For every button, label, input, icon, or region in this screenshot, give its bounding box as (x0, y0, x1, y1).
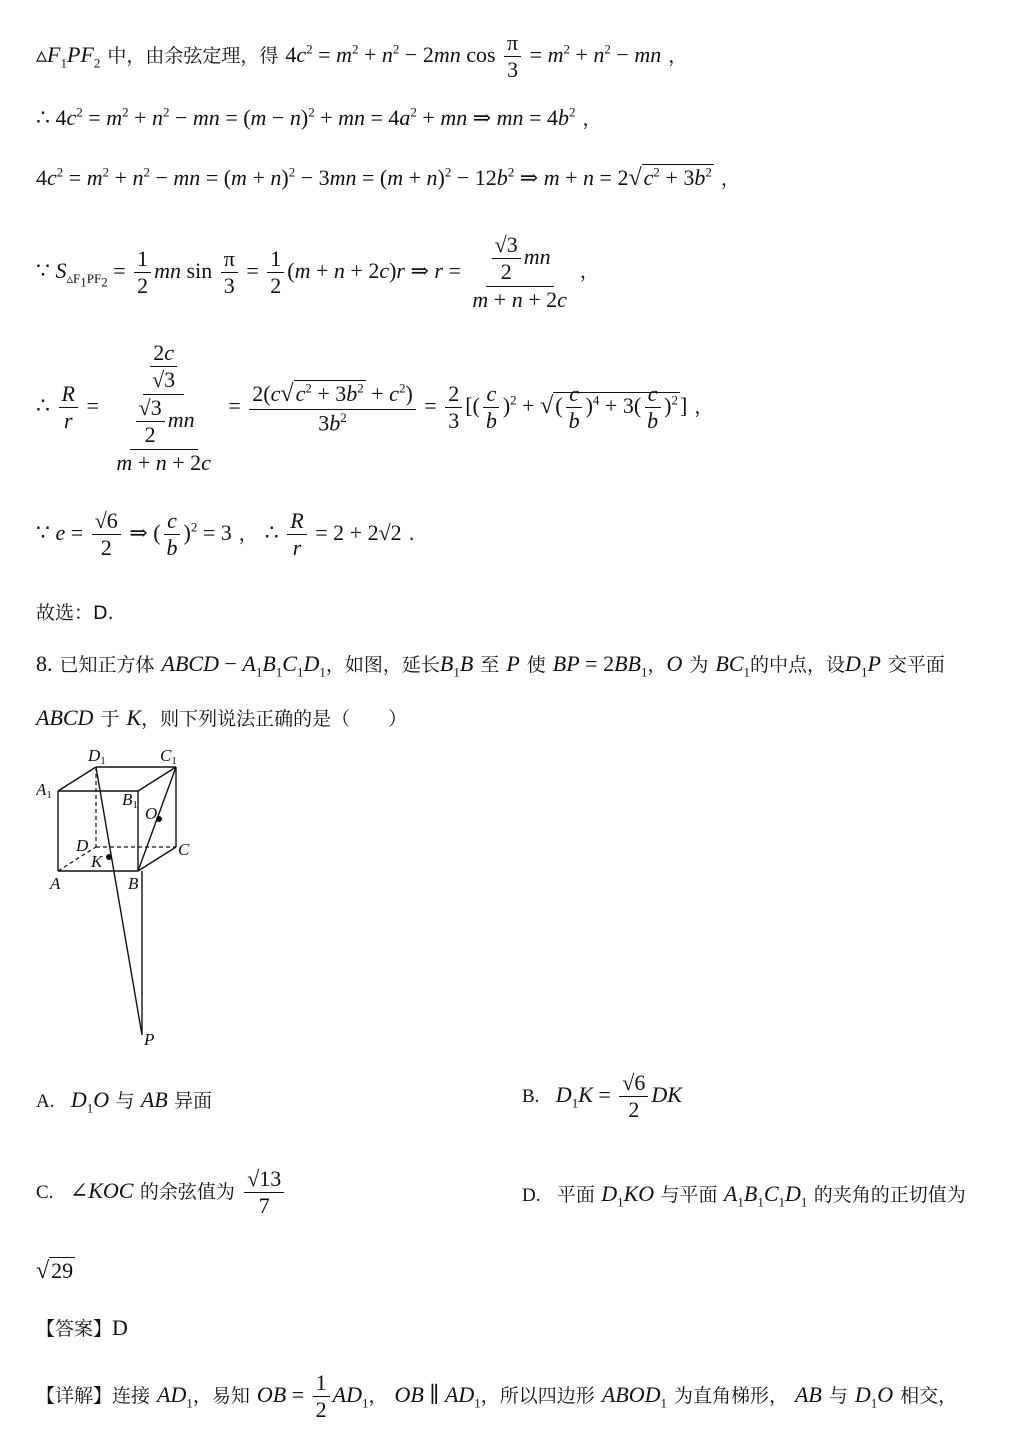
option-d-text: 的夹角的正切值为 (813, 1184, 966, 1206)
cube-figure (36, 745, 236, 1055)
derivation-line-2: ∴ $4c^2 = m^2 + n^2$ − mn = $(m - n)^2$ + mn = $4a^2$ + mn ⇒ mn = $4b^2$ ， (36, 104, 602, 130)
label-a: A (50, 874, 61, 893)
punctuation: ， (694, 396, 714, 419)
detail-text: ，所以四边形 (480, 1384, 595, 1407)
punctuation: ， (582, 108, 602, 130)
edge-bc (138, 847, 176, 871)
option-c-label: C. (36, 1181, 54, 1203)
detail-text: ， (368, 1384, 388, 1407)
punctuation: ， (579, 260, 599, 283)
detail-text: 相交， (900, 1384, 958, 1407)
punctuation: ， (668, 44, 688, 67)
edge-a1d1 (58, 767, 96, 791)
question-8-line-2: ABCD 于 K，则下列说法正确的是（ ） (36, 705, 408, 730)
option-d[interactable]: D. 平面 $D_1KO$ 与平面 $A_1B_1C_1D_1$ 的夹角的正切值为 (522, 1181, 966, 1210)
point-k (106, 854, 112, 860)
derivation-line-3: $4c^2 = m^2 + n^2$ − mn = $(m + n)^2 - 3mn = (m + n)^2 - 12b^2$ ⇒ $m + n = 2√c^2 + 3b^2$ ， (36, 164, 740, 191)
punctuation: ， (238, 522, 258, 545)
question-text: ， (647, 654, 667, 676)
label-d1: D1 (88, 746, 106, 767)
question-text: 的中点，设 (750, 654, 846, 676)
derivation-line-1: $▵F_1PF_2$ 中，由余弦定理，得 $4c^2 = m^2 + n^2 - 2mn$ cos $\frac{\pi}{3}$ = $m^2 + n^2$ − mn ， (36, 30, 688, 83)
derivation-text: 中，由余弦定理，得 (107, 44, 279, 67)
derivation-line-6: ∵ e = $\frac{√6}{2}$ ⇒ ( $\frac{c}{b}$ )$^2$ = 3 ， ∴ $\frac{R}{r}$ = 2 + 2√2 . (36, 508, 415, 561)
answer-line (36, 1314, 128, 1341)
edge-b1c1 (138, 767, 176, 791)
detail-text: 为直角梯形， (673, 1384, 788, 1407)
question-text: 至 (480, 654, 500, 676)
detail-text: 与 (828, 1384, 848, 1407)
punctuation: . (408, 522, 415, 545)
option-d-text: 与平面 (660, 1184, 718, 1206)
previous-answer: 故选：D. (36, 602, 114, 624)
label-p: P (144, 1030, 155, 1049)
label-c: C (178, 840, 190, 859)
punctuation: ， (720, 168, 740, 190)
question-text: 使 (526, 654, 546, 676)
option-b[interactable]: B. $D_1K$ = $\frac{√6}{2}$ DK (522, 1070, 682, 1123)
question-text: 为 (689, 654, 709, 676)
detail-text: ，易知 (192, 1384, 250, 1407)
answer-tag: 【答案】 (36, 1318, 113, 1340)
option-b-label: B. (522, 1085, 540, 1107)
question-8-line-1: 8. 已知正方体 ABCD − $A_1B_1C_1D_1$，如图，延长$B_1B$ 至 P 使 BP = $2BB_1$，O 为 $BC_1$的中点，设$D_1P$ 交平面 (36, 651, 945, 680)
question-text: 于 (100, 708, 120, 730)
label-b1: B1 (122, 790, 138, 811)
option-a[interactable]: A. $D_1O$ 与 AB 异面 (36, 1087, 213, 1116)
label-b: B (128, 874, 139, 893)
label-a1: A1 (36, 780, 52, 801)
label-k: K (91, 852, 103, 871)
question-number: 8. (36, 651, 53, 676)
detail-text: 连接 (112, 1384, 151, 1407)
answer-value: D (112, 1315, 128, 1340)
question-text: 交平面 (887, 654, 945, 676)
question-text: ，如图，延长 (325, 654, 440, 676)
label-c1: C1 (160, 746, 177, 767)
option-c-text: 的余弦值为 (139, 1180, 235, 1203)
derivation-line-4: ∵ $S_{▵F_1PF_2}$ = $\frac{1}{2}$ mn sin $\frac{\pi}{3}$ = $\frac{1}{2}$ (m + n + 2c)r ⇒ r = $\frac{√3}{2}$ mn m + n + 2c ， (36, 232, 599, 312)
option-d-value: √29 (36, 1258, 74, 1284)
question-text: ，则下列说法正确的是（ ） (141, 708, 408, 730)
option-a-text: 与 (115, 1090, 135, 1112)
option-c[interactable]: C. ∠KOC 的余弦值为 $\frac{√13}{7}$ (36, 1166, 287, 1220)
detail-line: 【详解】连接 $AD_1$，易知 OB = $\frac{1}{2}$ $AD_1$， OB ∥ $AD_1$，所以四边形 $ABOD_1$ 为直角梯形， AB 与 $D_1O$ 相交， (36, 1370, 958, 1423)
option-d-text: 平面 (556, 1184, 595, 1206)
detail-tag: 【详解】 (36, 1384, 113, 1407)
option-a-text: 异面 (174, 1090, 213, 1112)
label-d: D (76, 836, 89, 855)
option-d-label: D. (522, 1185, 541, 1206)
question-text: 已知正方体 (59, 654, 155, 676)
option-a-label: A. (36, 1091, 55, 1112)
derivation-line-5: ∴ $\frac{R}{r}$ = $\frac{2c}{√3}$ $\frac{√3}{2}$ mn m + n + 2c = $\frac{2(c√c^2 + 3b^2 + c^2)}{3b^2}$ = $\frac{2}{3}$ [( $\frac{c}{b}$ )$^2$ + √( $\frac{c}{b}$ )$^4$ + 3( $\frac{c}{b}$ )$^2$] ， (36, 340, 714, 475)
label-o: O (145, 804, 158, 823)
